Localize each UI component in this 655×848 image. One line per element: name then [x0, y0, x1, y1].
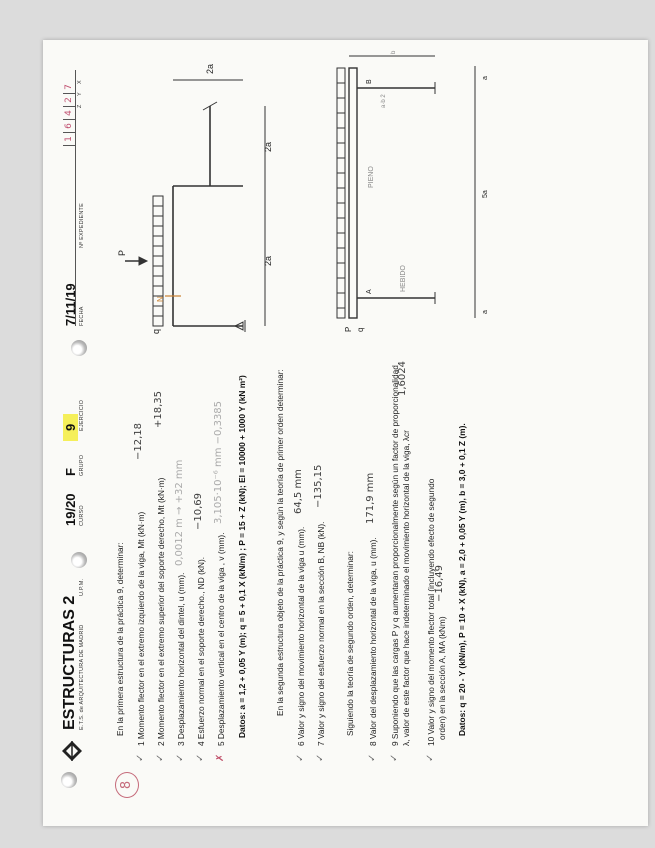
check-mark: ✓ — [195, 753, 206, 762]
part2-intro: En la segunda estructura objeto de la práctica 9, y según la teoría de primer orden determinar: — [275, 369, 285, 716]
record-label: Nº EXPEDIENTE — [79, 203, 85, 248]
school-name: E.T.S. de ARQUITECTURA DE MADRID — [79, 624, 85, 730]
answer-5: 3,105·10⁻⁶ mm −0,3385 — [213, 400, 224, 524]
record-letter-y: Y — [77, 92, 83, 96]
punch-hole-2 — [71, 552, 87, 568]
label-n: N — [156, 296, 165, 302]
question-9-cont: λ, valor de este factor que hace indeterminado el movimiento horizontal de la viga, λcr — [401, 430, 411, 746]
label-q: q — [151, 328, 161, 334]
datos-2: Datos: q = 20 - Y (kN/m), P = 10 + X (kN), a = 2,0 + 0,05 Y (m), b = 3,0 + 0,1 Z (m). — [457, 423, 467, 736]
label-2a-right: 2a — [205, 63, 215, 74]
record-letter-z: Z — [77, 104, 83, 108]
record-digit: 1 — [63, 133, 75, 146]
part2-second-intro: Siguiendo la teoría de segundo orden, determinar: — [345, 551, 355, 736]
course-title: ESTRUCTURAS 2 — [61, 595, 78, 730]
check-mark: ✓ — [315, 753, 326, 762]
university-label: U.P.M. — [79, 578, 85, 596]
label-hebido: HEBIDO — [400, 265, 407, 292]
answer-7: −135,15 — [313, 464, 324, 508]
record-digit: 6 — [63, 120, 75, 133]
check-mark: ✓ — [155, 753, 166, 762]
exam-sheet — [43, 40, 648, 826]
record-digit: 7 — [63, 81, 75, 94]
group-value: F — [63, 468, 78, 476]
answer-1: −12,18 — [133, 422, 144, 460]
part1-intro: En la primera estructura de la práctica 9, determinar: — [115, 542, 125, 736]
group-label: GRUPO — [79, 454, 85, 476]
label-lower-a: a — [482, 310, 489, 314]
course-value: 19/20 — [63, 493, 78, 526]
label-2a-bottom: 2a — [263, 255, 273, 266]
question-9: 9 Suponiendo que las cargas P y q aumentaran proporcionalmente según un factor de proporcionalidad — [390, 365, 400, 746]
datos-1: Datos: a = 1,2 + 0,05 Y (m); q = 5 + 0,1 X (kN/m) ; P = 15 + Z (kN); EI = 10000 + 1000 Y (kN m²) — [237, 375, 247, 738]
exercise-label: EJERCICIO — [79, 399, 85, 431]
question-1: 1 Momento flector en el extremo izquierdo de la viga, Mt (kN·m) — [136, 511, 146, 746]
check-mark: ✓ — [175, 753, 186, 762]
answer-4: −10,69 — [193, 492, 204, 530]
answer-3: 0,0012 m → +32 mm — [174, 459, 185, 566]
answer-2: +18,35 — [153, 390, 164, 428]
question-10-cont: orden) en la sección A, MA (kNm) — [437, 616, 447, 740]
label-pieno: PIENO — [368, 166, 375, 188]
label-lower-a2: a — [482, 76, 489, 80]
label-a: A — [366, 289, 373, 294]
rotated-page — [43, 40, 648, 826]
question-3: 3 Desplazamiento horizontal del dintel, u (mm). — [176, 572, 186, 746]
answer-6: 64,5 mm — [293, 469, 304, 514]
label-2a-bottom-2: 2a — [263, 141, 273, 152]
question-4: 4 Esfuerzo normal en el soporte derecho., ND (kN). — [196, 556, 206, 746]
label-side-b: b — [391, 50, 397, 54]
label-side: a·b 2 — [381, 94, 387, 108]
label-5a: 5a — [482, 190, 489, 198]
page-mark-circle: 8 — [115, 772, 139, 798]
punch-hole-1 — [61, 772, 77, 788]
date-value: 7/11/19 — [63, 283, 78, 326]
cross-mark: ✗ — [215, 753, 226, 762]
check-mark: ✓ — [295, 753, 306, 762]
record-digit: 2 — [63, 94, 75, 107]
question-10: 10 Valor y signo del momento flector total (incluyendo efecto de segundo — [426, 478, 436, 746]
date-label: FECHA — [79, 306, 85, 326]
record-digit: 4 — [63, 107, 75, 120]
label-q2: q — [356, 327, 365, 332]
record-letter-x: X — [77, 80, 83, 84]
figure-2-frame — [325, 44, 525, 338]
course-label: CURSO — [79, 505, 85, 526]
answer-10: −16,49 — [434, 564, 445, 602]
check-mark: ✓ — [135, 753, 146, 762]
exercise-value: 9 — [63, 414, 78, 441]
punch-hole-3 — [71, 340, 87, 356]
label-b: B — [366, 79, 373, 84]
question-6: 6 Valor y signo del movimiento horizontal de la viga u (mm). — [296, 526, 306, 746]
label-p2: P — [344, 326, 353, 332]
question-5: 5 Desplazamiento vertical en el centro de la viga , v (mm). — [216, 532, 226, 746]
check-mark: ✓ — [389, 753, 400, 762]
question-2: 2 Momento flector en el extremo superior del soporte derecho, Mt (kN·m) — [156, 477, 166, 746]
label-p: P — [117, 249, 127, 256]
figure-1-frame — [95, 46, 275, 336]
question-7: 7 Valor y signo del esfuerzo normal en la sección B, NB (kN). — [316, 521, 326, 746]
check-mark: ✓ — [425, 753, 436, 762]
record-digits — [63, 81, 75, 146]
header-rule — [75, 70, 76, 326]
question-8: 8 Valor del desplazamiento horizontal de la viga, u (mm). — [368, 537, 378, 746]
answer-8: 171,9 mm — [365, 472, 376, 524]
check-mark: ✓ — [367, 753, 378, 762]
school-logo-icon — [61, 740, 83, 762]
answer-9: 1,6024 — [397, 361, 408, 396]
